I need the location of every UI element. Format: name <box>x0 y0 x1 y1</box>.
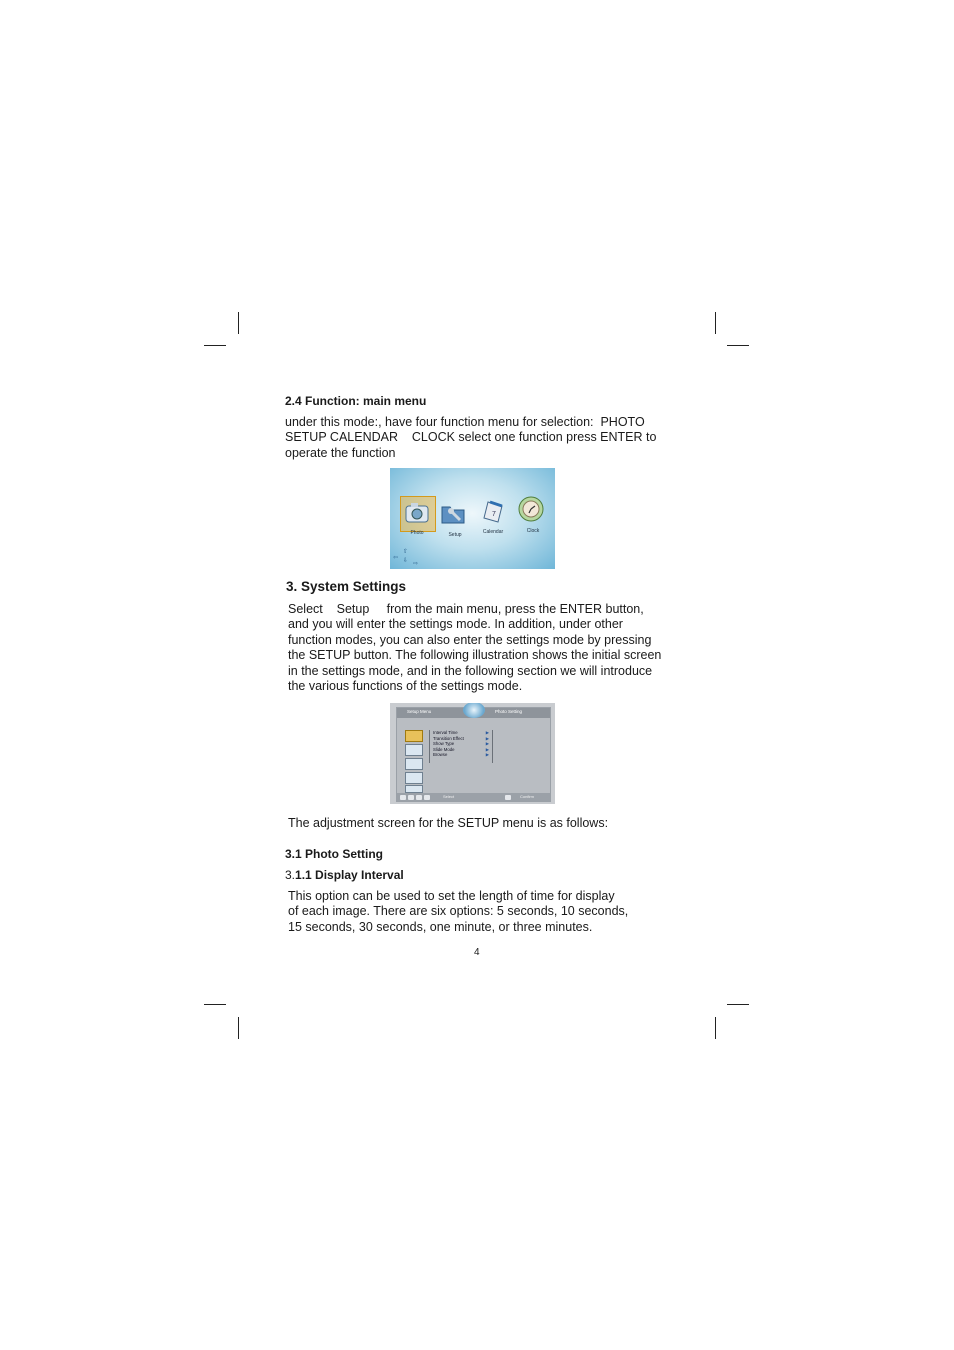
subsection-title: 1.1 Display Interval <box>295 868 404 882</box>
setup-option: Transition Effect ▶ <box>433 735 489 741</box>
crop-mark-top-left-horizontal <box>204 345 226 346</box>
system-settings-text-line-1: Select Setup from the main menu, press the ENTER button, <box>288 602 644 616</box>
crop-mark-bottom-left-horizontal <box>204 1004 226 1005</box>
nav-arrow-icon: ⇩ <box>403 558 409 564</box>
subsection-prefix: 3. <box>285 868 296 882</box>
enter-icon <box>505 795 511 800</box>
page-number: 4 <box>474 947 480 958</box>
right-arrow-icon <box>416 795 422 800</box>
arrow-right-icon: ▶ <box>485 730 489 735</box>
display-setting-icon <box>405 744 423 756</box>
photo-setting-icon <box>405 730 423 742</box>
setup-option: Show Type ▶ <box>433 741 489 747</box>
system-settings-text-line-6: the various functions of the settings mode. <box>288 679 523 693</box>
crop-mark-top-right-vertical <box>715 312 716 334</box>
subsection-heading-display-interval <box>285 868 404 882</box>
system-settings-text-line-3: function modes, you can also enter the settings mode by pressing <box>288 633 652 647</box>
folder-tools-icon <box>438 498 468 528</box>
system-settings-text-line-2: and you will enter the settings mode. In addition, under other <box>288 617 623 631</box>
camera-icon <box>402 498 432 528</box>
system-settings-text-line-4: the SETUP button. The following illustration shows the initial screen <box>288 648 662 662</box>
section-heading-main-menu: 2.4 Function: main menu <box>285 394 427 408</box>
display-interval-text-line-3: 15 seconds, 30 seconds, one minute, or three minutes. <box>288 920 593 934</box>
setup-menu-screenshot <box>390 703 555 804</box>
setup-option: Slide Mode ▶ <box>433 746 489 752</box>
footer-confirm-label: Confirm <box>520 794 535 799</box>
setup-footer-bar <box>397 793 550 801</box>
adjustment-screen-text: The adjustment screen for the SETUP menu is as follows: <box>288 816 609 830</box>
down-arrow-icon <box>424 795 430 800</box>
setup-option: Browse ▶ <box>433 752 489 758</box>
menu-item-calendar: Calendar <box>482 529 504 535</box>
crop-mark-top-left-vertical <box>238 312 239 334</box>
section-heading-system-settings: 3. System Settings <box>286 579 407 594</box>
clock-icon <box>516 494 546 524</box>
menu-item-setup: Setup <box>448 532 462 538</box>
crop-mark-bottom-left-vertical <box>238 1017 239 1039</box>
arrow-right-icon: ▶ <box>485 746 489 752</box>
menu-item-clock: Clock <box>526 528 540 534</box>
calendar-setting-icon <box>405 772 423 784</box>
section-heading-photo-setting: 3.1 Photo Setting <box>285 847 384 861</box>
up-arrow-icon <box>408 795 414 800</box>
crop-mark-bottom-right-vertical <box>715 1017 716 1039</box>
setup-header-right: Photo Setting <box>495 709 523 714</box>
nav-arrow-icon: ⇧ <box>403 549 409 555</box>
svg-text:7: 7 <box>492 511 496 518</box>
setup-options-list <box>429 730 493 763</box>
system-settings-text-line-5: in the settings mode, and in the following section we will introduce <box>288 664 653 678</box>
nav-arrow-icon: ⇦ <box>393 555 399 561</box>
crop-mark-bottom-right-horizontal <box>727 1004 749 1005</box>
nav-arrow-icon: ⇨ <box>413 561 419 567</box>
display-interval-text-line-1: This option can be used to set the length of time for display <box>288 889 615 903</box>
setup-window <box>396 707 551 802</box>
left-arrow-icon <box>400 795 406 800</box>
display-interval-text-line-2: of each image. There are six options: 5 seconds, 10 seconds, <box>288 904 629 918</box>
setup-header-left: Setup Menu <box>407 709 432 714</box>
arrow-right-icon: ▶ <box>485 752 489 758</box>
arrow-right-icon: ▶ <box>485 741 489 747</box>
menu-item-photo: Photo <box>410 530 424 536</box>
main-menu-text-line-2: SETUP CALENDAR CLOCK select one function press ENTER to <box>285 430 657 444</box>
system-setting-icon <box>405 758 423 770</box>
main-menu-text-line-3: operate the function <box>285 446 396 460</box>
main-menu-screenshot <box>390 468 555 569</box>
setup-option: Interval Time ▶ <box>433 730 489 735</box>
calendar-icon <box>480 496 510 526</box>
arrow-right-icon: ▶ <box>485 735 489 741</box>
clock-setting-icon <box>405 785 423 793</box>
footer-select-label: Select <box>443 794 455 799</box>
main-menu-text-line-1: under this mode:, have four function menu for selection: PHOTO <box>285 415 645 429</box>
crop-mark-top-right-horizontal <box>727 345 749 346</box>
